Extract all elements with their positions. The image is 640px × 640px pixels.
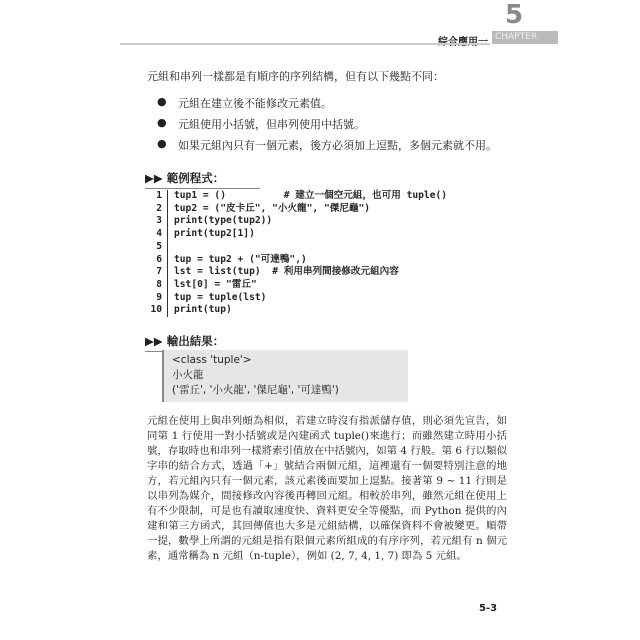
bullet-item [157, 95, 332, 111]
output-heading-text: 輸出結果： [166, 334, 225, 348]
example-heading-text: 範例程式： [166, 171, 225, 185]
code-text: tup = tuple(lst) [174, 291, 267, 303]
chapter-number: 5 [505, 0, 524, 30]
line-number: 1 [147, 190, 168, 203]
code-line [147, 266, 445, 279]
bullet-text: 元組在建立後不能修改元素值。 [178, 97, 332, 110]
code-line [147, 241, 445, 254]
code-line [147, 203, 445, 216]
bullet-text: 元組使用小括號，但串列使用中括號。 [178, 118, 365, 131]
output-box [162, 350, 408, 402]
code-text: print(tup) [174, 304, 232, 316]
output-heading: ▶▶ 輸出結果： [145, 333, 260, 352]
code-line [147, 254, 445, 267]
output-line: 小火龍 [172, 369, 204, 381]
code-line [147, 228, 445, 241]
code-listing [147, 190, 448, 317]
line-number: 3 [147, 215, 168, 228]
bullet-text: 如果元組內只有一個元素，後方必須加上逗點，多個元素就不用。 [178, 139, 497, 152]
running-header [438, 33, 488, 48]
code-line [147, 190, 448, 203]
code-text: tup1 = () # 建立一個空元組，也可用 tuple() [174, 190, 448, 201]
line-number: 7 [147, 266, 168, 279]
intro-text: 元組和串列一樣都是有順序的序列結構，但有以下幾點不同： [147, 70, 444, 83]
bullet-item [157, 116, 365, 132]
code-line [147, 279, 445, 292]
code-line [147, 215, 445, 228]
header-divider [120, 43, 490, 45]
line-number: 6 [147, 254, 168, 267]
chapter-label: CHAPTER [492, 31, 558, 44]
line-number: 8 [147, 279, 168, 292]
example-heading: ▶▶ 範例程式： [145, 170, 260, 189]
output-line: <class 'tuple'> [172, 354, 252, 366]
output-line: ('雷丘', '小火龍', '傑尼龜', '可達鴨') [172, 384, 339, 396]
line-number: 10 [147, 304, 168, 317]
code-text: lst = list(tup) # 利用串列間接修改元組內容 [174, 266, 399, 278]
code-text: tup = tup2 + ("可達鴨",) [174, 253, 307, 265]
code-line [147, 292, 445, 305]
line-number: 5 [147, 241, 168, 254]
bullet-item [157, 137, 497, 153]
body-paragraph: 元組在使用上與串列頗為相似，若建立時沒有指派儲存值，則必須先宣告，如同第 1 行使用一對小括號或是內建函式 tuple()來進行；而雖然建立時用小括號，存取時也和串列一樣將索引值放在中括號內，如第 4 行般。第 6 行以類似字串的結合方式，透過「+」號結合兩個元組，這裡還有一個要特別注意的地方，若元組內只有一個元素，該元素後面要加上逗點。接著第 9 ~ 11 行則是以串列為媒介，間接修改內容後再轉回元組。相較於串列，雖然元組在使用上有不少限制，可是也有讀取速度快、資料更安全等優點，而 Python 提供的內建和第三方函式，其回傳值也大多是元組結構，以確保資料不會被變更。順帶一提，數學上所謂的元組是指有限個元素所組成的有序序列，若元組有 n 個元素，通常稱為 n 元組（n-tuple），例如 (2, 7, 4, 1, 7) 即為 5 元組。 [147, 415, 507, 562]
line-number: 9 [147, 292, 168, 305]
page-number: 5-3 [479, 603, 498, 614]
code-text: print(type(tup2)) [174, 215, 273, 227]
code-line [147, 304, 445, 317]
code-text: lst[0] = "雷丘" [174, 278, 257, 290]
code-text: print(tup2[1]) [174, 228, 255, 240]
line-number: 2 [147, 203, 168, 216]
line-number: 4 [147, 228, 168, 241]
code-text: tup2 = ("皮卡丘", "小火龍", "傑尼龜") [174, 202, 371, 214]
